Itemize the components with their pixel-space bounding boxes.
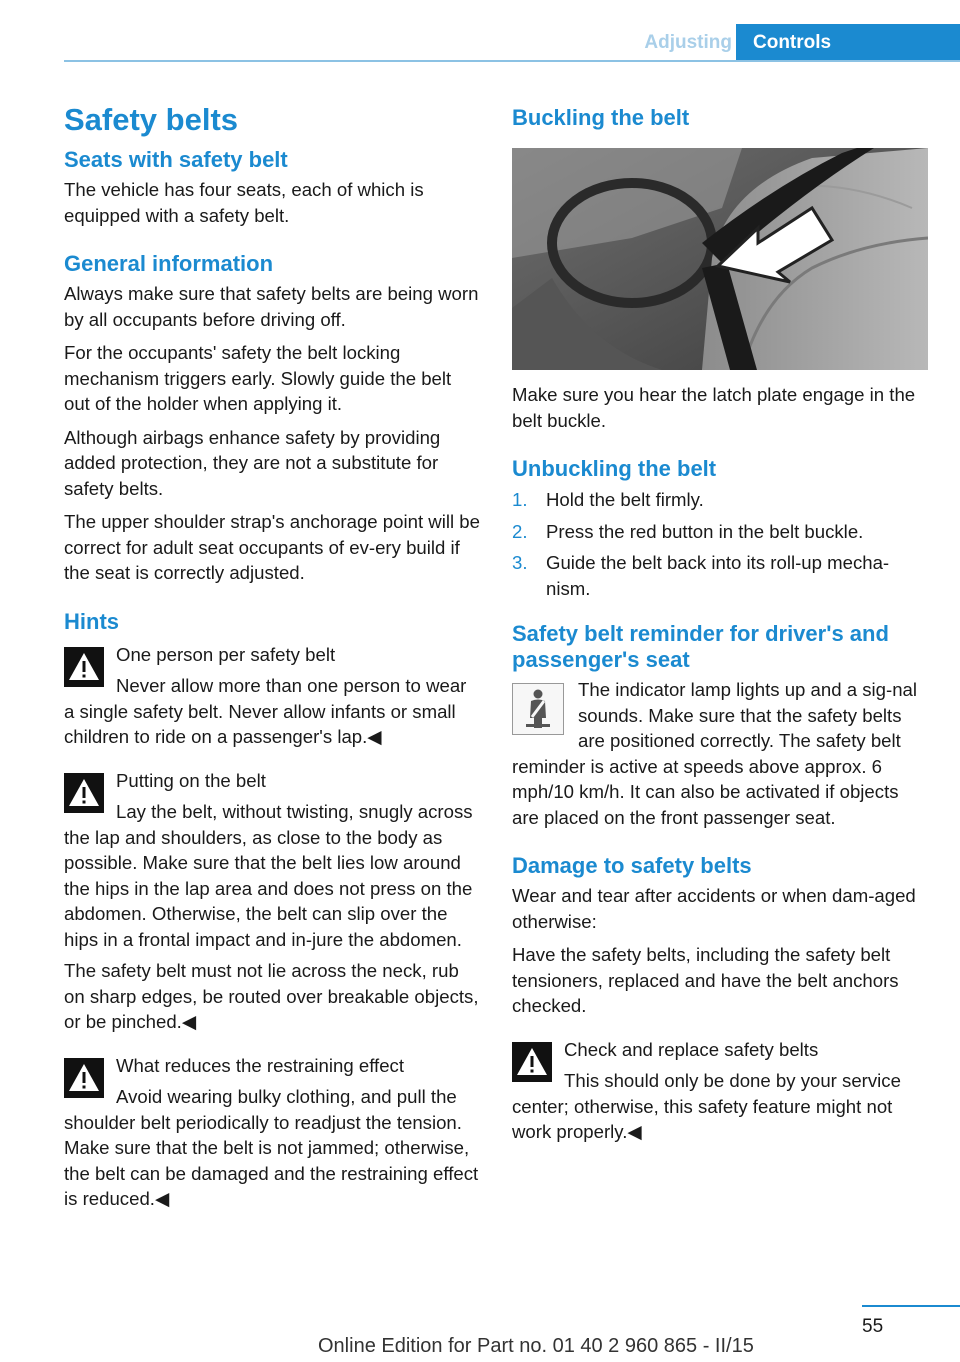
warning-check-replace-title: Check and replace safety belts — [564, 1038, 819, 1060]
page-number: 55 — [862, 1316, 884, 1337]
heading-damage: Damage to safety belts — [512, 853, 752, 878]
warning-triangle-icon — [64, 1058, 104, 1098]
warning-check-replace — [512, 1037, 928, 1145]
seatbelt-indicator-icon — [512, 683, 564, 735]
warning-one-person — [64, 642, 480, 750]
heading-belt-reminder: Safety belt reminder for driver's and passenger's seat — [512, 621, 889, 672]
warning-restraining-effect — [64, 1053, 480, 1212]
damage-paragraph-1: Wear and tear after accidents or when dam‐aged otherwise: — [512, 885, 916, 932]
general-paragraph-4: The upper shoulder strap's anchorage point will be correct for adult seat occupants of ev‐ery build if the seat is correctly adjusted. — [64, 511, 480, 583]
belt-buckling-illustration — [512, 148, 928, 370]
general-paragraph-2: For the occupants' safety the belt locking mechanism triggers early. Slowly guide the belt out of the holder when applying it. — [64, 342, 452, 414]
heading-buckling: Buckling the belt — [512, 105, 690, 130]
buckling-text: Make sure you hear the latch plate engage in the belt buckle. — [512, 384, 916, 431]
general-paragraph-3: Although airbags enhance safety by providing added protection, they are not a substitute for safety belts. — [64, 426, 441, 499]
warning-triangle-icon — [512, 1042, 552, 1082]
warning-restraining-effect-text: Avoid wearing bulky clothing, and pull the shoulder belt periodically to readjust the tension. Make sure that the belt is not jammed; otherwise, the belt can be damaged and the restraining effect is reduced.◀ — [64, 1086, 479, 1209]
left-column — [64, 98, 480, 1212]
warning-one-person-text: Never allow more than one person to wear a single safety belt. Never allow infants or small children to ride on a passenger's lap.◀ — [64, 675, 467, 747]
warning-triangle-icon — [64, 647, 104, 687]
unbuckling-steps — [512, 487, 928, 601]
warning-putting-on-belt-title: Putting on the belt — [116, 769, 266, 791]
warning-triangle-icon — [64, 773, 104, 813]
warning-one-person-title: One person per safety belt — [116, 643, 336, 665]
warning-putting-on-belt — [64, 768, 480, 1035]
footer-rule — [862, 1305, 960, 1307]
belt-reminder-block — [512, 677, 928, 830]
general-paragraph-1: Always make sure that safety belts are being worn by all occupants before driving off. — [64, 283, 479, 330]
list-item: 3. Guide the belt back into its roll-up mecha‐nism. — [512, 552, 890, 599]
header-section-label: Adjusting — [644, 32, 732, 53]
belt-reminder-text: The indicator lamp lights up and a sig‐nal sounds. Make sure that the safety belts are positioned correctly. The safety belt reminder is active at speeds above approx. 6 mph/10 km/h. It can also be activated if objects are placed on the front passenger seat. — [512, 679, 918, 828]
right-column — [512, 104, 928, 1145]
damage-paragraph-2: Have the safety belts, including the safety belt tensioners, replaced and have the belt anchors checked. — [512, 944, 899, 1016]
heading-seats: Seats with safety belt — [64, 147, 288, 172]
warning-putting-on-belt-text-2: The safety belt must not lie across the neck, rub on sharp edges, be routed over breakable objects, or be pinched.◀ — [64, 960, 479, 1032]
header-chapter-tab: Controls — [736, 24, 960, 62]
warning-restraining-effect-title: What reduces the restraining effect — [116, 1054, 405, 1076]
footer-edition: Online Edition for Part no. 01 40 2 960 865 - II/15 — [318, 1335, 754, 1357]
heading-hints: Hints — [64, 608, 119, 634]
heading-unbuckling: Unbuckling the belt — [512, 456, 717, 481]
page-title: Safety belts — [64, 102, 239, 137]
header-rule — [64, 60, 960, 62]
heading-general-information: General information — [64, 251, 274, 276]
list-item: 1. Hold the belt firmly. — [512, 489, 704, 510]
warning-putting-on-belt-text: Lay the belt, without twisting, snugly across the lap and shoulders, as close to the body as possible. Make sure that the belt lies low around the hips in the lap area and does not press on the abdomen. Otherwise, the belt can slip over the hips in a frontal impact and in‐jure the abdomen. — [64, 801, 473, 950]
list-item: 2. Press the red button in the belt buckle. — [512, 520, 864, 542]
seats-text: The vehicle has four seats, each of which is equipped with a safety belt. — [64, 179, 424, 226]
warning-check-replace-text: This should only be done by your service center; otherwise, this safety feature might not work properly.◀ — [512, 1070, 901, 1142]
